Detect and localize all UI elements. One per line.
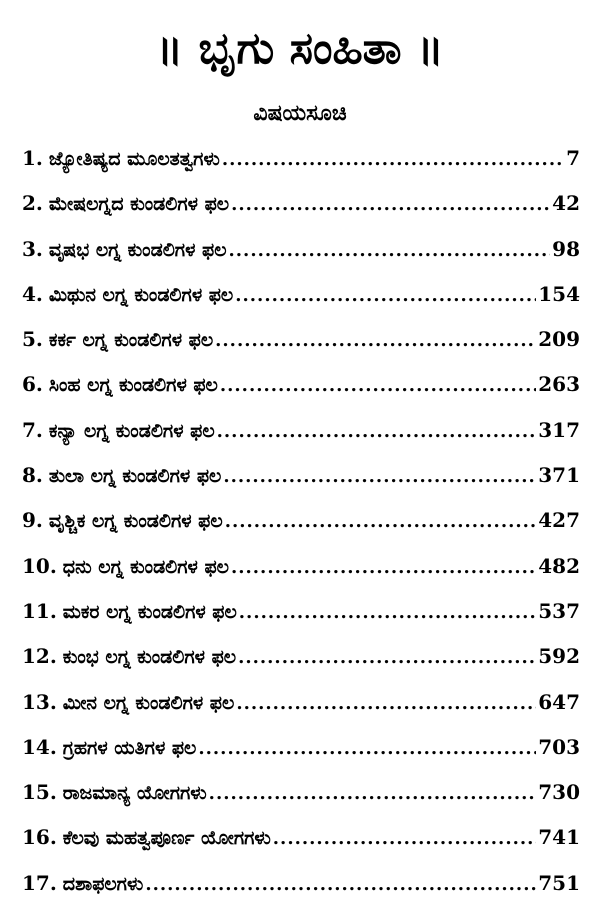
entry-page-number: 98 — [552, 236, 580, 261]
entry-number: 10. — [22, 553, 57, 578]
entry-page-number: 209 — [538, 327, 580, 352]
dot-leader — [223, 459, 536, 495]
toc-entry — [22, 593, 580, 638]
entry-title: ಮೇಷಲಗ್ನದ ಕುಂಡಲಿಗಳ ಫಲ — [48, 193, 230, 216]
toc-entry — [22, 231, 580, 276]
entry-title: ಕನ್ಯಾ ಲಗ್ನ ಕುಂಡಲಿಗಳ ಫಲ — [48, 419, 215, 442]
page-title: ॥ ಭೃಗು ಸಂಹಿತಾ ॥ — [156, 23, 444, 74]
entry-title: ಕರ್ಕ ಲಗ್ನ ಕುಂಡಲಿಗಳ ಫಲ — [48, 329, 214, 352]
entry-number: 13. — [22, 689, 57, 714]
toc-entry — [22, 774, 580, 819]
entry-number: 15. — [22, 780, 57, 805]
entry-page-number: 730 — [538, 780, 580, 805]
entry-title: ಜ್ಯೋತಿಷ್ಯದ ಮೂಲತತ್ವಗಳು — [48, 148, 220, 170]
dot-leader — [238, 640, 536, 676]
entry-page-number: 741 — [538, 825, 580, 850]
entry-page-number: 42 — [552, 191, 580, 216]
entry-title: ದಶಾಫಲಗಳು — [62, 872, 144, 895]
entry-title: ಕುಂಭ ಲಗ್ನ ಕುಂಡಲಿಗಳ ಫಲ — [62, 646, 237, 669]
entry-title: ವೃಶ್ಚಿಕ ಲಗ್ನ ಕುಂಡಲಿಗಳ ಫಲ — [48, 510, 223, 533]
entry-number: 1. — [22, 146, 43, 170]
entry-page-number: 647 — [538, 689, 580, 714]
toc-entry — [22, 729, 580, 774]
toc-entry — [22, 502, 580, 547]
entry-title: ರಾಜಮಾನ್ಯ ಯೋಗಗಳು — [62, 782, 207, 805]
entry-page-number: 482 — [538, 553, 580, 578]
entry-page-number: 592 — [538, 644, 580, 669]
entry-title: ಗ್ರಹಗಳ ಯತಿಗಳ ಫಲ — [62, 736, 197, 759]
toc-entry — [22, 865, 580, 910]
entry-number: 14. — [22, 734, 57, 759]
toc-heading: ವಿಷಯಸೂಚಿ — [253, 101, 347, 126]
entry-page-number: 317 — [538, 417, 580, 442]
entry-number: 2. — [22, 191, 43, 216]
toc-entry — [22, 412, 580, 457]
toc-entry — [22, 366, 580, 411]
entry-title: ಸಿಂಹ ಲಗ್ನ ಕುಂಡಲಿಗಳ ಫಲ — [48, 374, 218, 397]
entry-title: ತುಲಾ ಲಗ್ನ ಕುಂಡಲಿಗಳ ಫಲ — [48, 465, 222, 488]
entry-number: 7. — [22, 417, 43, 442]
dot-leader — [273, 821, 536, 857]
entry-number: 9. — [22, 508, 43, 533]
entry-page-number: 371 — [538, 463, 580, 488]
entry-title: ಮಿಥುನ ಲಗ್ನ ಕುಂಡಲಿಗಳ ಫಲ — [48, 283, 234, 306]
toc-list — [22, 140, 580, 910]
entry-title: ಧನು ಲಗ್ನ ಕುಂಡಲಿಗಳ ಫಲ — [62, 555, 229, 578]
entry-number: 3. — [22, 236, 43, 261]
entry-page-number: 263 — [538, 372, 580, 397]
dot-leader — [225, 504, 537, 540]
toc-entry — [22, 457, 580, 502]
dot-leader — [235, 278, 536, 314]
dot-leader — [145, 867, 536, 903]
entry-number: 11. — [22, 598, 57, 623]
toc-entry — [22, 140, 580, 185]
entry-page-number: 427 — [538, 508, 580, 533]
entry-page-number: 7 — [566, 146, 580, 170]
dot-leader — [236, 686, 536, 722]
entry-page-number: 154 — [538, 281, 580, 306]
toc-entry — [22, 819, 580, 864]
toc-entry — [22, 321, 580, 366]
entry-number: 4. — [22, 281, 43, 306]
entry-page-number: 703 — [538, 734, 580, 759]
dot-leader — [198, 731, 536, 767]
entry-title: ಕೆಲವು ಮಹತ್ವಪೂರ್ಣ ಯೋಗಗಳು — [62, 827, 271, 850]
toc-entry — [22, 548, 580, 593]
toc-entry — [22, 684, 580, 729]
dot-leader — [231, 187, 550, 223]
entry-title: ಮೀನ ಲಗ್ನ ಕುಂಡಲಿಗಳ ಫಲ — [62, 691, 235, 714]
dot-leader — [217, 414, 537, 450]
entry-number: 8. — [22, 463, 43, 488]
entry-number: 17. — [22, 870, 57, 895]
entry-page-number: 751 — [538, 870, 580, 895]
dot-leader — [220, 368, 536, 404]
toc-entry — [22, 276, 580, 321]
entry-number: 12. — [22, 644, 57, 669]
entry-number: 16. — [22, 825, 57, 850]
dot-leader — [231, 550, 536, 586]
entry-page-number: 537 — [538, 598, 580, 623]
entry-title: ವೃಷಭ ಲಗ್ನ ಕುಂಡಲಿಗಳ ಫಲ — [48, 238, 227, 261]
dot-leader — [215, 323, 536, 359]
toc-entry — [22, 185, 580, 230]
entry-title: ಮಕರ ಲಗ್ನ ಕುಂಡಲಿಗಳ ಫಲ — [62, 600, 237, 623]
entry-number: 6. — [22, 372, 43, 397]
dot-leader — [222, 142, 564, 178]
toc-entry — [22, 638, 580, 683]
dot-leader — [239, 595, 536, 631]
dot-leader — [209, 776, 537, 812]
entry-number: 5. — [22, 327, 43, 352]
dot-leader — [229, 233, 551, 269]
